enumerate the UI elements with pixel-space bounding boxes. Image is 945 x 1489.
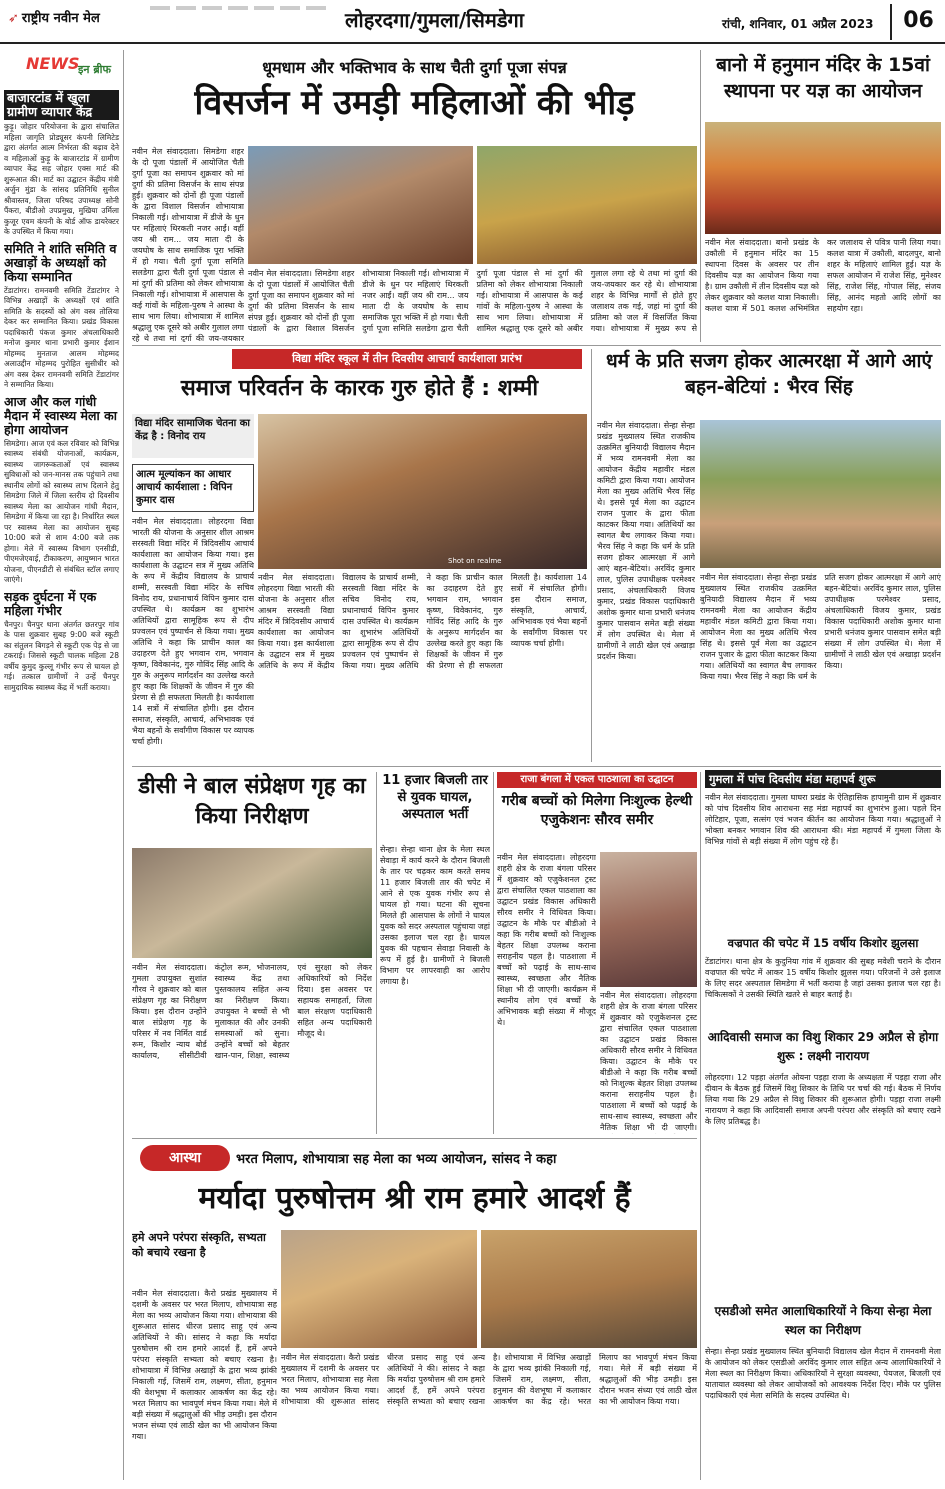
brief-title: समिति ने शांति समिति व अखाड़ों के अध्यक्षों को किया सम्मानित — [4, 240, 117, 284]
brief-title: आज और कल गांधी मैदान में स्वास्थ्य मेला का होगा आयोजन — [4, 393, 117, 437]
column-rule — [700, 50, 701, 342]
brief-item — [4, 395, 119, 586]
vajrapat-headline-block — [705, 934, 941, 954]
bijli-story-body: सेन्हा। सेन्हा थाना क्षेत्र के मेला स्थल सेवाड़ा में कार्य करने के दौरान बिजली के तार पर चढ़कर काम करते समय 11 हजार बिजली तार की चपेट में आने से एक युवक गंभीर रूप से घायल हो गया। घटना की सूचना मिलते ही आसपास के लोगों ने घायल युवक को सदर अस्पताल पहुंचाया जहां उसका इलाज चल रहा है। घायल युवक की पहचान सेवाड़ा निवासी के रूप में हुई है। ग्रामीणों ने बिजली विभाग पर लापरवाही का आरोप लगाया है। — [380, 845, 490, 986]
section-rule — [132, 345, 941, 346]
vidya-mandir-headline-block — [132, 372, 587, 412]
masthead-decoration — [150, 6, 330, 10]
page-number: 06 — [890, 4, 945, 40]
hanuman-story-body-block — [705, 237, 941, 342]
aastha-headline: मर्यादा पुरुषोत्तम श्री राम हमारे आदर्श हैं — [198, 1181, 631, 1216]
health-story-body-col1 — [497, 852, 596, 1134]
vidya-mandir-headline: समाज परिवर्तन के कारक गुरु होते हैं : शम्मी — [180, 376, 539, 401]
bijli-story-headline: 11 हजार बिजली तार से युवक घायल, अस्पताल भर्ती — [382, 773, 488, 822]
lead-story-photo-procession — [477, 146, 697, 264]
dharm-story-body-col1 — [597, 420, 695, 762]
news-label: NEWS — [26, 54, 80, 73]
dharm-story-body-cols — [700, 572, 941, 762]
sdo-headline: एसडीओ समेत आलाधिकारियों ने किया सेन्हा मेला स्थल का निरीक्षण — [714, 1304, 932, 1337]
aastha-photo-stage — [481, 1230, 697, 1348]
dharm-story-headline-block — [597, 348, 941, 418]
brief-body: टेंडाटांगर। रामनवमी समिति टेंडाटांगर ने विभिन्न अखाड़ों के अध्यक्षों एवं शांति समिति के सदस्यों को अंग वस्त्र तोलिया देकर कर सम्मानित किया। प्रखंड विकास पदाधिकारी पंकज कुमार अंचलाधिकारी मनोज कुमार थाना प्रभारी कुमार ईशान मोहम्मद मुनताज आलम मोहम्मद अलाउद्दीन मोहम्मद पुरोहित सुसीधीर को अंग वस्त्र देकर रामनवमी समिति टेंडाटांगर ने सम्मानित किया। — [4, 285, 119, 389]
health-story-redbar: राजा बंगला में एकल पाठशाला का उद्घाटन — [497, 772, 697, 788]
hanuman-story-headline-block — [705, 52, 941, 122]
gumla-mela-body: नवीन मेल संवाददाता। गुमला घाघरा प्रखंड के ऐतिहासिक हापामुनी ग्राम में शुक्रवार को पांच दिवसीय शिव आराधना सह मंडा महापर्व का शुभारंभ हुआ। पहले दिन लोटिहार, पूजा, सत्संग एवं भजन कीर्तन का आयोजन किया गया। श्रद्धालुओं ने भोक्ता बनकर भगवान शिव की आराधना की। मंडा महापर्व में गुमला जिला के विभिन्न गांवों से बड़ी संख्या में लोग पहुंच रहे हैं। — [705, 793, 941, 846]
brief-item — [4, 242, 119, 391]
adivasi-headline-block — [705, 1028, 941, 1070]
health-story-body-col2 — [600, 990, 697, 1134]
dharm-story-photo — [700, 420, 941, 568]
newspaper-logo — [8, 8, 100, 26]
dc-story-body: नवीन मेल संवाददाता। गुमला उपायुक्त सुशांत गौरव ने शुक्रवार को बाल संप्रेक्षण गृह का निरीक्षण किया। इस दौरान उन्होंने बाल संप्रेक्षण गृह के परिसर में नव निर्मित वार्ड रूम, किशोर न्याय बोर्ड कार्यालय, सीसीटीवी कंट्रोल रूम, भोजनालय, स्वास्थ्य केंद्र तथा पुस्तकालय सहित अन्य का निरीक्षण किया। उपायुक्त ने बच्चों से भी मुलाकात की और उनकी समस्याओं को सुना। उन्होंने बच्चों को बेहतर खान-पान, शिक्षा, स्वास्थ्य एवं सुरक्षा को लेकर अधिकारियों को निर्देश दिया। इस अवसर पर सहायक समाहर्ता, जिला बाल संरक्षण पदाधिकारी सहित अन्य पदाधिकारी मौजूद थे। — [132, 963, 372, 1060]
brief-title: सड़क दुर्घटना में एक महिला गंभीर — [4, 588, 97, 618]
inbrief-label: इन ब्रीफ — [78, 63, 111, 76]
vajrapat-body: टेंडाटांगर। थाना क्षेत्र के कुदुनिया गांव में शुक्रवार की सुबह मवेशी चराने के दौरान वज्रपात की चपेट में आकर 15 वर्षीय किशोर झुलस गया। परिजनों ने उसे इलाज के लिए सदर अस्पताल सिमडेगा में भर्ती कराया है जहां उसका इलाज चल रहा है। चिकित्सकों ने उसकी स्थिति खतरे से बाहर बताई है। — [705, 957, 941, 999]
sdo-body-block — [705, 1346, 941, 1476]
news-in-brief-header — [4, 50, 119, 88]
aastha-kicker: भरत मिलाप, शोभायात्रा सह मेला का भव्य आयोजन, सांसद ने कहा — [236, 1152, 557, 1167]
column-rule — [376, 772, 377, 1134]
lead-story-kicker: धूमधाम और भक्तिभाव के साथ चैती दुर्गा पूजा संपन्न — [262, 58, 567, 77]
vidya-mandir-quote2-box — [132, 464, 254, 512]
dc-story-body-block — [132, 962, 372, 1134]
column-rule — [493, 772, 494, 1134]
bijli-story-body-block — [380, 844, 490, 1134]
dc-story-headline-block — [132, 772, 372, 844]
bird-icon: ➶ — [8, 11, 19, 26]
vajrapat-body-block — [705, 956, 941, 1024]
aastha-body-continued: नवीन मेल संवाददाता। कैरो प्रखंड मुख्यालय में दशमी के अवसर पर भरत मिलाप, शोभायात्रा सह मेला का भव्य आयोजन किया गया। शोभायात्रा की शुरूआत सांसद धीरज प्रसाद साहू एवं अन्य अतिथियों ने की। सांसद ने कहा कि मर्यादा पुरुषोत्तम श्री राम हमारे आदर्श हैं, हमें अपने परंपरा संस्कृति सभ्यता को बचाए रखना है। शोभायात्रा में विभिन्न अखाड़ों के द्वारा भव्य झांकी निकाली गई, जिसमें राम, लक्ष्मण, सीता, हनुमान की वेशभूषा में कलाकार आकर्षण का केंद्र रहे। भरत मिलाप का भावपूर्ण मंचन किया गया। मेले में बड़ी संख्या में श्रद्धालुओं की भीड़ उमड़ी। इस दौरान भजन संध्या एवं लाठी खेल का भी आयोजन किया गया। — [281, 1353, 697, 1406]
vidya-mandir-body: नवीन मेल संवाददाता। लोहरदगा विद्या भारती की योजना के अनुसार शील आश्रम सरस्वती विद्या मंदिर में त्रिदिवसीय आचार्य कार्यशाला का आयोजन किया गया। इस कार्यशाला के उद्घाटन सत्र में मुख्य अतिथि के रूप में केंद्रीय विद्यालय के प्राचार्य शम्मी, सरस्वती विद्या मंदिर के सचिव विनोद राय, प्रधानाचार्य विपिन कुमार दास उपस्थित थे। कार्यक्रम का शुभारंभ अतिथियों द्वारा सामूहिक रूप से दीप प्रज्वलन एवं पुष्पार्चन से किया गया। मुख्य अतिथि ने कहा कि प्राचीन काल का उदाहरण देते हुए भगवान राम, भगवान कृष्ण, विवेकानंद, गुरु गोविंद सिंह आदि के गुरु के अनुरूप मार्गदर्शन का उल्लेख करते हुए कहा कि शिक्षकों के जीवन में गुरु की प्रेरणा से ही सफलता मिलती है। कार्यशाला 14 सत्रों में संचालित होगी। इस दौरान समाज, संस्कृति, आचार्य, अभिभावक एवं भैया बहनों के सर्वांगीण विकास पर व्यापक चर्चा होगी। — [132, 517, 254, 746]
aastha-body-col1 — [132, 1288, 277, 1480]
dc-story-photo — [132, 848, 372, 958]
gumla-mela-headline: गुमला में पांच दिवसीय मंडा महापर्व शुरू — [705, 770, 941, 788]
masthead — [0, 0, 945, 44]
vidya-mandir-body-continued: नवीन मेल संवाददाता। लोहरदगा विद्या भारती की योजना के अनुसार शील आश्रम सरस्वती विद्या मंदिर में त्रिदिवसीय आचार्य कार्यशाला का आयोजन किया गया। इस कार्यशाला के उद्घाटन सत्र में मुख्य अतिथि के रूप में केंद्रीय विद्यालय के प्राचार्य शम्मी, सरस्वती विद्या मंदिर के सचिव विनोद राय, प्रधानाचार्य विपिन कुमार दास उपस्थित थे। कार्यक्रम का शुभारंभ अतिथियों द्वारा सामूहिक रूप से दीप प्रज्वलन एवं पुष्पार्चन से किया गया। मुख्य अतिथि ने कहा कि प्राचीन काल का उदाहरण देते हुए भगवान राम, भगवान कृष्ण, विवेकानंद, गुरु गोविंद सिंह आदि के गुरु के अनुरूप मार्गदर्शन का उल्लेख करते हुए कहा कि शिक्षकों के जीवन में गुरु की प्रेरणा से ही सफलता मिलती है। कार्यशाला 14 सत्रों में संचालित होगी। इस दौरान समाज, संस्कृति, आचार्य, अभिभावक एवं भैया बहनों के सर्वांगीण विकास पर व्यापक चर्चा होगी। — [258, 573, 587, 670]
dharm-story-headline: धर्म के प्रति सजग होकर आत्मरक्षा में आगे आएं बहन-बेटियां : भैरव सिंह — [606, 350, 932, 398]
lead-story-headline-block — [132, 80, 697, 140]
vidya-mandir-redbar: विद्या मंदिर स्कूल में तीन दिवसीय आचार्य कार्यशाला प्रारंभ — [232, 349, 582, 369]
bijli-story-headline-block — [380, 772, 490, 840]
section-rule — [132, 766, 941, 767]
brief-item — [4, 90, 119, 238]
hanuman-story-headline: बानो में हनुमान मंदिर के 15वां स्थापना पर यज्ञ का आयोजन — [716, 54, 930, 102]
lead-story-photo-crowd — [248, 146, 473, 264]
health-story-body: नवीन मेल संवाददाता। लोहरदगा शहरी क्षेत्र के राजा बंगला परिसर में शुक्रवार को एजुकेशनल ट्रस्ट द्वारा संचालित एकल पाठशाला का उद्घाटन प्रखंड विकास अधिकारी सौरव समीर ने विधिवत किया। उद्घाटन के मौके पर बीडीओ ने कहा कि गरीब बच्चों को निःशुल्क बेहतर शिक्षा उपलब्ध कराना सराहनीय पहल है। पाठशाला में बच्चों को पढ़ाई के साथ-साथ स्वास्थ्य, स्वच्छता और नैतिक शिक्षा भी दी जाएगी। कार्यक्रम में स्थानीय लोग एवं बच्चों के अभिभावक बड़ी संख्या में मौजूद थे। — [497, 853, 596, 1027]
aastha-quote-block — [132, 1230, 277, 1284]
adivasi-body-block — [705, 1072, 941, 1300]
aastha-headline-block — [132, 1176, 697, 1226]
vidya-mandir-body-cols — [258, 572, 587, 762]
brief-body: चैनपुर। चैनपुर थाना अंतर्गत छतरपुर गांव के पास शुक्रवार सुबह 9:00 बजे स्कूटी का संतुलन बिगड़ने से स्कूटी एक पेड़ से जा टकराई। जिससे स्कूटी चालक महिला 28 वर्षीय कुमुद कुल्लू गंभीर रूप से घायल हो गई। तत्काल ग्रामीणों ने उन्हें चैनपुर सामुदायिक स्वास्थ्य केंद्र में भर्ती कराया। — [4, 619, 119, 692]
lead-story-body: नवीन मेल संवाददाता। सिमडेगा शहर के दो पूजा पंडालों में आयोजित चैती दुर्गा पूजा का समापन शुक्रवार को मां दुर्गा की प्रतिमा विसर्जन के साथ संपन्न हुई। शुक्रवार को दोनों ही पूजा पंडालों के द्वारा विशाल विसर्जन शोभायात्रा निकाली गई। शोभायात्रा में डीजे के धुन पर महिलाएं थिरकती नजर आईं। वहीं जय श्री राम... जय माता दी के जयघोष के साथ समाजिक पूरा भक्ति में हो गया। चैती दुर्गा पूजा समिति सलडेगा द्वारा चैती दुर्गा पूजा पंडाल से मां दुर्गा की प्रतिमा को लेकर शोभायात्रा निकाली गई। शोभायात्रा में आसपास के कई गांवों के महिला-पुरुष ने आस्था के साथ भाग लिया। शोभायात्रा में शामिल श्रद्धालु एक दूसरे को अबीर गुलाल लगा रहे थे तथा मां दुर्गा की जय-जयकार — [132, 147, 244, 342]
dateline: रांची, शनिवार, 01 अप्रैल 2023 — [722, 17, 874, 31]
health-story-photo — [600, 852, 697, 987]
section-rule — [132, 1138, 697, 1139]
vidya-mandir-quote1-box — [132, 414, 254, 458]
aastha-kicker-row — [132, 1142, 697, 1174]
vidya-mandir-body-col1 — [132, 516, 254, 762]
health-story-headline-block — [497, 792, 697, 850]
lead-story-headline: विसर्जन में उमड़ी महिलाओं की भीड़ — [194, 83, 635, 123]
vidya-mandir-photo — [258, 414, 587, 569]
brief-body: सिमडेगा। आज एवं कल रविवार को विभिन्न स्वास्थ्य संबंधी योजनाओं, कार्यक्रम, स्वास्थ्य जागरूकताओं एवं स्वास्थ्य सुविधाओं को जन-मानस तक पहुंचाने तथा स्थानीय लोगों को स्वास्थ्य लाभ दिलाने हेतु सिमडेगा जिले में जिला स्तरीय दो दिवसीय स्वास्थ्य मेला का आयोजन गांधी मैदान, सिमडेगा में किया जा रहा है। निर्धारित स्थल पर स्वास्थ्य मेला का आयोजन सुबह 10:00 बजे से शाम 4:00 बजे तक होगा। मेले में स्वास्थ्य विभाग एनसीडी, पीएमजेएवाई, टीकाकरण, आयुष्मान भारत योजना, पीएनडीटी से संबंधित स्टॉल लगाए जाएंगे। — [4, 438, 119, 584]
gumla-mela-body-block — [705, 792, 941, 932]
aastha-body-cols — [281, 1352, 697, 1480]
brief-item — [4, 590, 119, 694]
news-in-brief-column — [4, 50, 124, 1480]
edition-title: लोहरदगा/गुमला/सिमडेगा — [345, 8, 524, 32]
brief-body: कुड़ू। जोहार परियोजना के द्वारा संचालित महिला जागृति प्रोड्यूसर कंपनी लिमिटेड द्वारा अंतर्गत आत्म निर्भरता की बढ़ाव देने व महिलाओं कुड़ू के बाजारटांड में ग्रामीण व्यापार केंद्र सह जोहार एक्स मार्ट की शुरूआत की। मार्ट का उद्घाटन केंद्रीय मंत्री अर्जुन मुंडा के सांसद प्रतिनिधि सुनील श्रीवास्तव, जिला परिषद उपाध्यक्ष सोनी पैंकरा, बीडीओ उपप्रमुख, मुखिया उर्मिला कुजूर एवम कंपनी के बोर्ड ऑफ डायरेक्टर के उपस्थित में किया गया। — [4, 122, 119, 236]
column-rule — [591, 349, 592, 762]
adivasi-headline: आदिवासी समाज का विशु शिकार 29 अप्रैल से होगा शुरू : लक्ष्मी नारायण — [707, 1030, 939, 1063]
lead-story-body-continued: नवीन मेल संवाददाता। सिमडेगा शहर के दो पूजा पंडालों में आयोजित चैती दुर्गा पूजा का समापन शुक्रवार को मां दुर्गा की प्रतिमा विसर्जन के साथ संपन्न हुई। शुक्रवार को दोनों ही पूजा पंडालों के द्वारा विशाल विसर्जन शोभायात्रा निकाली गई। शोभायात्रा में डीजे के धुन पर महिलाएं थिरकती नजर आईं। वहीं जय श्री राम... जय माता दी के जयघोष के साथ समाजिक पूरा भक्ति में हो गया। चैती दुर्गा पूजा समिति सलडेगा द्वारा चैती दुर्गा पूजा पंडाल से मां दुर्गा की प्रतिमा को लेकर शोभायात्रा निकाली गई। शोभायात्रा में आसपास के कई गांवों के महिला-पुरुष ने आस्था के साथ भाग लिया। शोभायात्रा में शामिल श्रद्धालु एक दूसरे को अबीर गुलाल लगा रहे थे तथा मां दुर्गा की जय-जयकार कर रहे थे। शोभायात्रा शहर के विभिन्न मार्गों से होते हुए जलाशय तक गई, जहां मां दुर्गा की प्रतिमा को जल में विसर्जित किया गया। शोभायात्रा में मुख्य रूप से — [248, 269, 697, 333]
column-rule — [700, 772, 701, 1480]
dharm-story-body: नवीन मेल संवाददाता। सेन्हा सेन्हा प्रखंड मुख्यालय स्थित राजकीय उत्क्रमित बुनियादी विद्यालय मैदान में भव्य रामनवमी मेला का आयोजन केंद्रीय महावीर मंडल कमिटी द्वारा किया गया। आयोजन मेला का मुख्य अतिथि भैरव सिंह थे। इससे पूर्व मेला का उद्घाटन राजन पुजार के द्वारा फीता काटकर किया गया। अतिथियों का स्वागत बैच लगाकर किया गया। भैरव सिंह ने कहा कि धर्म के प्रति सजग होकर आत्मरक्षा में आगे आएं बहन-बेटियां। अरविंद कुमार लाल, पुलिस उपाधीक्षक परमेश्वर प्रसाद, अंचलाधिकारी विजय कुमार, प्रखंड विकास पदाधिकारी अशोक कुमार थाना प्रभारी धनंजय कुमार पासवान समेत बड़ी संख्या में लोग उपस्थित थे। मेला में ग्रामीणों ने लाठी खेल एवं अखाड़ा प्रदर्शन किया। — [597, 421, 695, 661]
photo-watermark: Shot on realme — [448, 557, 502, 565]
hanuman-story-body: नवीन मेल संवाददाता। बानो प्रखंड के उकौली में हनुमान मंदिर का 15 स्थापना दिवस के अवसर पर तीन दिवसीय यज्ञ का आयोजन किया गया है। ग्राम उकौली में तीन दिवसीय यज्ञ को लेकर शुक्रवार को कलश यात्रा निकाली। कलश यात्रा में 501 कलश अभिमंत्रित कर जलाशय से पवित्र पानी लिया गया। कलश यात्रा में उकौली, बादलपुर, बानो शहर के महिलाएं शामिल हुई। यज्ञ के सफल आयोजन में राजेश सिंह, मुनेश्वर सिंह, राजेश सिंह, गोपाल सिंह, संजय सिंह, आनंद महतो आदि लोगों का सहयोग रहा। — [705, 238, 941, 313]
lead-story-body-col1 — [132, 146, 244, 342]
gumla-mela-headline-block — [705, 770, 941, 790]
aastha-body: नवीन मेल संवाददाता। कैरो प्रखंड मुख्यालय में दशमी के अवसर पर भरत मिलाप, शोभायात्रा सह मेला का भव्य आयोजन किया गया। शोभायात्रा की शुरूआत सांसद धीरज प्रसाद साहू एवं अन्य अतिथियों ने की। सांसद ने कहा कि मर्यादा पुरुषोत्तम श्री राम हमारे आदर्श हैं, हमें अपने परंपरा संस्कृति सभ्यता को बचाए रखना है। शोभायात्रा में विभिन्न अखाड़ों के द्वारा भव्य झांकी निकाली गई, जिसमें राम, लक्ष्मण, सीता, हनुमान की वेशभूषा में कलाकार आकर्षण का केंद्र रहे। भरत मिलाप का भावपूर्ण मंचन किया गया। मेले में बड़ी संख्या में श्रद्धालुओं की भीड़ उमड़ी। इस दौरान भजन संध्या एवं लाठी खेल का भी आयोजन किया गया। — [132, 1289, 277, 1441]
vajrapat-headline: वज्रपात की चपेट में 15 वर्षीय किशोर झुलसा — [727, 936, 919, 950]
logo-text: राष्ट्रीय नवीन मेल — [21, 11, 100, 26]
sdo-headline-block — [705, 1302, 941, 1344]
adivasi-body: लोहरदगा। 12 पड़हा अंतर्गत ओयना पड़हा राजा के अध्यक्षता में पड़हा राजा और दीवान के बैठक हुई जिसमें विशु शिकार के तिथि पर चर्चा की गई। बैठक में निर्णय लिया गया कि 29 अप्रैल से विशु शिकार की शुरूआत होगी। पड़हा राजा लक्ष्मी नारायण ने कहा कि आदिवासी समाज अपनी परंपरा और संस्कृति को बचाए रखने के लिए प्रतिबद्ध है। — [705, 1073, 941, 1126]
aastha-label: आस्था — [140, 1145, 230, 1171]
lead-story-body-cols — [248, 268, 697, 342]
brief-title: बाजारटांड में खुला ग्रामीण व्यापार केंद्र — [4, 90, 119, 120]
health-story-body-continued: नवीन मेल संवाददाता। लोहरदगा शहरी क्षेत्र के राजा बंगला परिसर में शुक्रवार को एजुकेशनल ट्रस्ट द्वारा संचालित एकल पाठशाला का उद्घाटन प्रखंड विकास अधिकारी सौरव समीर ने विधिवत किया। उद्घाटन के मौके पर बीडीओ ने कहा कि गरीब बच्चों को निःशुल्क बेहतर शिक्षा उपलब्ध कराना सराहनीय पहल है। पाठशाला में बच्चों को पढ़ाई के साथ-साथ स्वास्थ्य, स्वच्छता और नैतिक शिक्षा भी दी जाएगी। — [600, 991, 697, 1132]
dc-story-headline: डीसी ने बाल संप्रेक्षण गृह का किया निरीक्षण — [138, 774, 366, 829]
dharm-story-body-continued: नवीन मेल संवाददाता। सेन्हा सेन्हा प्रखंड मुख्यालय स्थित राजकीय उत्क्रमित बुनियादी विद्यालय मैदान में भव्य रामनवमी मेला का आयोजन केंद्रीय महावीर मंडल कमिटी द्वारा किया गया। आयोजन मेला का मुख्य अतिथि भैरव सिंह थे। इससे पूर्व मेला का उद्घाटन राजन पुजार के द्वारा फीता काटकर किया गया। अतिथियों का स्वागत बैच लगाकर किया गया। भैरव सिंह ने कहा कि धर्म के प्रति सजग होकर आत्मरक्षा में आगे आएं बहन-बेटियां। अरविंद कुमार लाल, पुलिस उपाधीक्षक परमेश्वर प्रसाद, अंचलाधिकारी विजय कुमार, प्रखंड विकास पदाधिकारी अशोक कुमार थाना प्रभारी धनंजय कुमार पासवान समेत बड़ी संख्या में लोग उपस्थित थे। मेला में ग्रामीणों ने लाठी खेल एवं अखाड़ा प्रदर्शन किया। — [700, 573, 941, 681]
hanuman-story-photo — [705, 122, 941, 234]
aastha-quote: हमे अपने परंपरा संस्कृति, सभ्यता को बचाये रखना है — [132, 1231, 266, 1259]
aastha-photo-crowd — [281, 1230, 477, 1348]
health-story-headline: गरीब बच्चों को मिलेगा निःशुल्क हेल्थी एजुकेशनः सौरव समीर — [501, 793, 693, 828]
vidya-mandir-quote2: आत्म मूल्यांकन का आधार आचार्य कार्यशाला : विपिन कुमार दास — [136, 469, 233, 506]
sdo-body: सेन्हा। सेन्हा प्रखंड मुख्यालय स्थित बुनियादी विद्यालय खेल मैदान में रामनवमी मेला के आयोजन को लेकर एसडीओ अरविंद कुमार लाल सहित अन्य आलाधिकारियों ने मेला स्थल का निरीक्षण किया। अधिकारियों ने सुरक्षा व्यवस्था, पेयजल, बिजली एवं यातायात व्यवस्था को लेकर आयोजकों को आवश्यक निर्देश दिए। मौके पर पुलिस पदाधिकारी एवं मेला समिति के सदस्य उपस्थित थे। — [705, 1347, 941, 1400]
vidya-mandir-quote1: विद्या मंदिर सामाजिक चेतना का केंद्र है : विनोद राय — [135, 418, 251, 442]
